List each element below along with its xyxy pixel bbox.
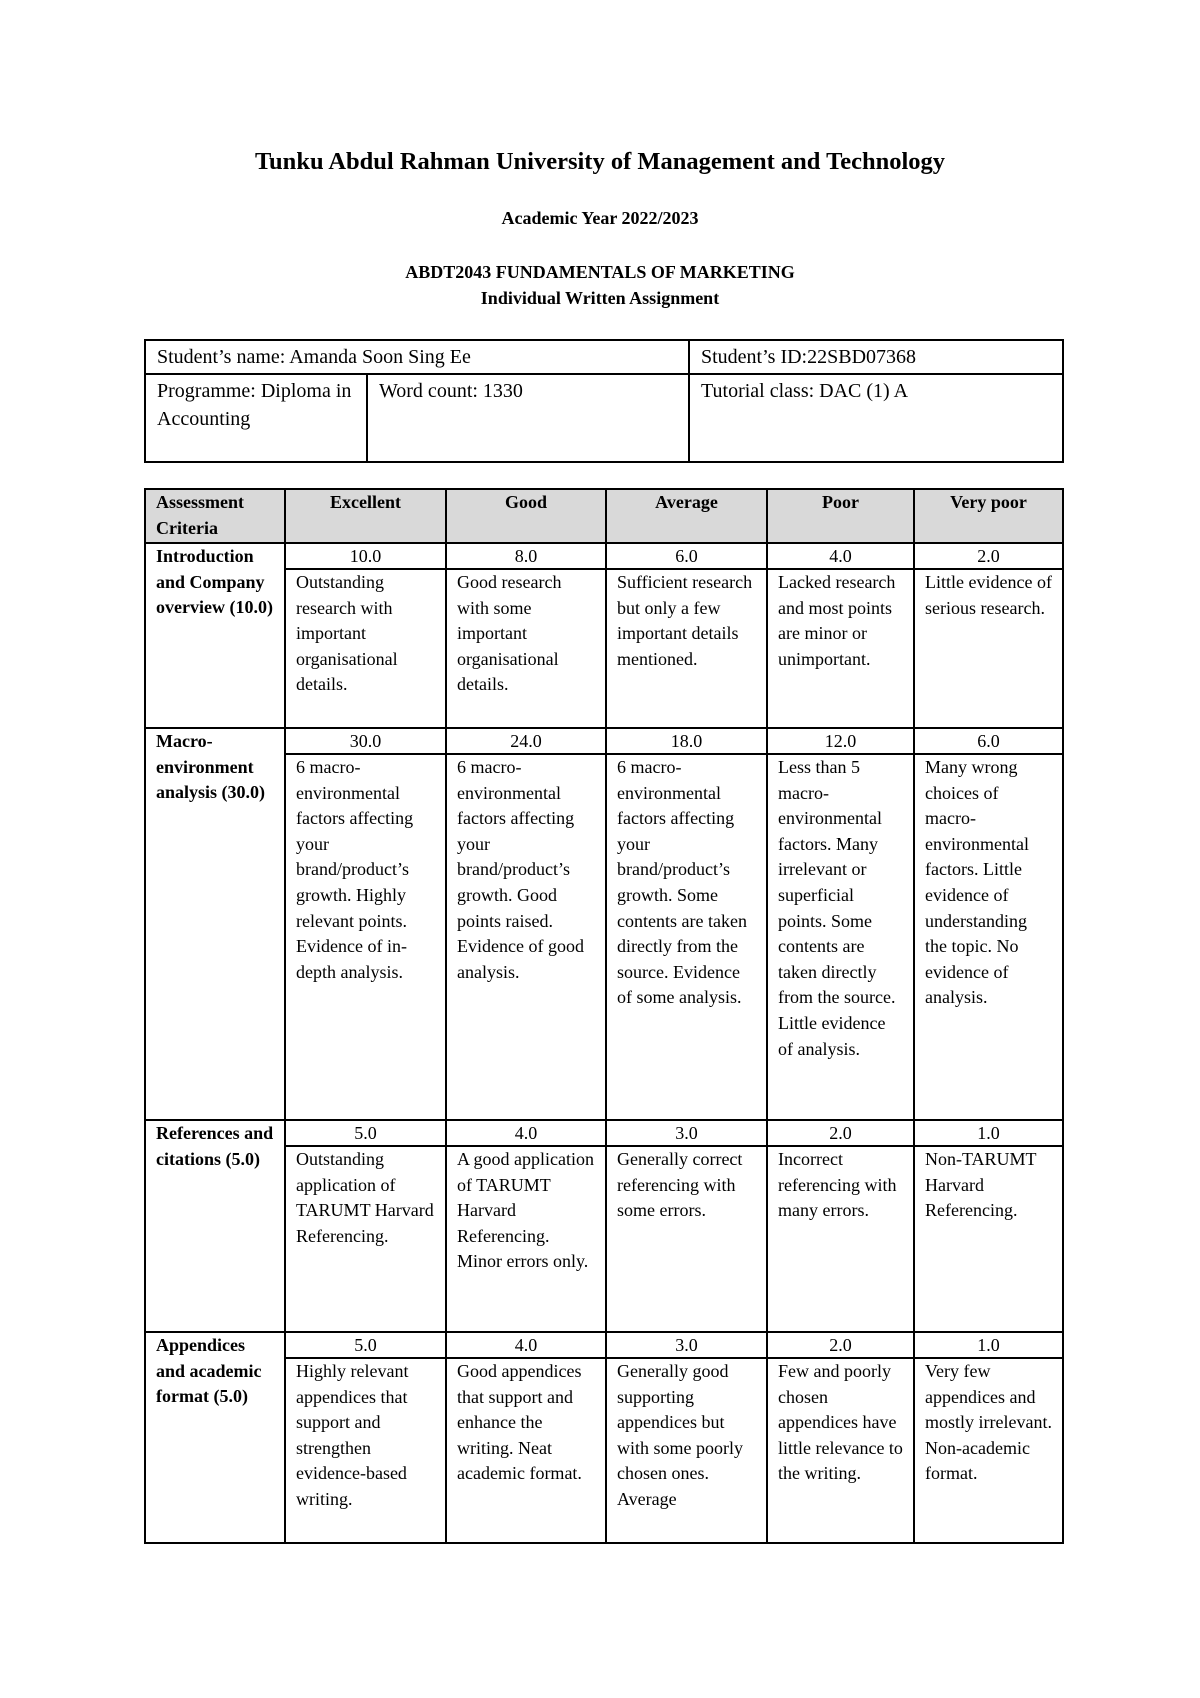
score-cell: 12.0 <box>767 728 914 754</box>
score-cell: 4.0 <box>446 1332 606 1358</box>
score-cell: 2.0 <box>914 543 1063 569</box>
score-cell: 2.0 <box>767 1120 914 1146</box>
rubric-header-row <box>145 489 1063 543</box>
score-cell: 3.0 <box>606 1332 767 1358</box>
score-cell: 5.0 <box>285 1332 446 1358</box>
header-good: Good <box>446 489 606 543</box>
student-info-table <box>144 339 1064 463</box>
description-cell: Outstanding research with important organisational details. <box>285 569 446 728</box>
header-very-poor: Very poor <box>914 489 1063 543</box>
score-cell: 6.0 <box>914 728 1063 754</box>
score-cell: 8.0 <box>446 543 606 569</box>
description-cell: Good research with some important organisational details. <box>446 569 606 728</box>
academic-year: Academic Year 2022/2023 <box>501 208 699 228</box>
description-cell: Highly relevant appendices that support and strengthen evidence-based writing. <box>285 1358 446 1543</box>
description-cell: A good application of TARUMT Harvard Referencing. Minor errors only. <box>446 1146 606 1332</box>
description-cell: Few and poorly chosen appendices have little relevance to the writing. <box>767 1358 914 1543</box>
assessment-rubric-table <box>144 488 1064 1544</box>
student-name: Student’s name: Amanda Soon Sing Ee <box>145 340 689 374</box>
score-cell: 5.0 <box>285 1120 446 1146</box>
score-row-introduction <box>145 543 1063 569</box>
criterion-macro-environment: Macro-environment analysis (30.0) <box>145 728 285 1120</box>
tutorial-class: Tutorial class: DAC (1) A <box>689 374 1063 462</box>
header-excellent: Excellent <box>285 489 446 543</box>
university-title: Tunku Abdul Rahman University of Management and Technology <box>254 148 946 175</box>
header-average: Average <box>606 489 767 543</box>
description-cell: Non-TARUMT Harvard Referencing. <box>914 1146 1063 1332</box>
score-cell: 1.0 <box>914 1120 1063 1146</box>
assignment-type: Individual Written Assignment <box>480 288 720 308</box>
word-count: Word count: 1330 <box>367 374 689 462</box>
criterion-appendices: Appendices and academic format (5.0) <box>145 1332 285 1543</box>
description-cell: Sufficient research but only a few important details mentioned. <box>606 569 767 728</box>
description-cell: 6 macro-environmental factors affecting your brand/product’s growth. Good points raised. Evidence of good analysis. <box>446 754 606 1120</box>
description-cell: Incorrect referencing with many errors. <box>767 1146 914 1332</box>
criterion-references: References and citations (5.0) <box>145 1120 285 1332</box>
header-poor: Poor <box>767 489 914 543</box>
header-assessment-criteria: Assessment Criteria <box>145 489 285 543</box>
score-cell: 18.0 <box>606 728 767 754</box>
score-cell: 1.0 <box>914 1332 1063 1358</box>
description-cell: 6 macro-environmental factors affecting your brand/product’s growth. Highly relevant points. Evidence of in-depth analysis. <box>285 754 446 1120</box>
description-cell: Lacked research and most points are minor or unimportant. <box>767 569 914 728</box>
description-cell: Generally good supporting appendices but with some poorly chosen ones. Average <box>606 1358 767 1543</box>
score-cell: 24.0 <box>446 728 606 754</box>
programme: Programme: Diploma in Accounting <box>145 374 367 462</box>
score-cell: 10.0 <box>285 543 446 569</box>
description-cell: Generally correct referencing with some errors. <box>606 1146 767 1332</box>
description-cell: Outstanding application of TARUMT Harvard Referencing. <box>285 1146 446 1332</box>
score-row-references <box>145 1120 1063 1146</box>
score-cell: 30.0 <box>285 728 446 754</box>
student-id: Student’s ID:22SBD07368 <box>689 340 1063 374</box>
score-row-macro-environment <box>145 728 1063 754</box>
course-title: ABDT2043 FUNDAMENTALS OF MARKETING <box>405 262 795 282</box>
description-cell: Less than 5 macro-environmental factors. Many irrelevant or superficial points. Some contents are taken directly from the source. Little evidence of analysis. <box>767 754 914 1120</box>
description-cell: Good appendices that support and enhance the writing. Neat academic format. <box>446 1358 606 1543</box>
score-cell: 6.0 <box>606 543 767 569</box>
score-row-appendices <box>145 1332 1063 1358</box>
description-cell: 6 macro-environmental factors affecting your brand/product’s growth. Some contents are taken directly from the source. Evidence of some analysis. <box>606 754 767 1120</box>
score-cell: 4.0 <box>446 1120 606 1146</box>
description-cell: Very few appendices and mostly irrelevant. Non-academic format. <box>914 1358 1063 1543</box>
description-cell: Many wrong choices of macro-environmental factors. Little evidence of understanding the topic. No evidence of analysis. <box>914 754 1063 1120</box>
score-cell: 3.0 <box>606 1120 767 1146</box>
score-cell: 2.0 <box>767 1332 914 1358</box>
score-cell: 4.0 <box>767 543 914 569</box>
criterion-introduction: Introduction and Company overview (10.0) <box>145 543 285 728</box>
description-cell: Little evidence of serious research. <box>914 569 1063 728</box>
